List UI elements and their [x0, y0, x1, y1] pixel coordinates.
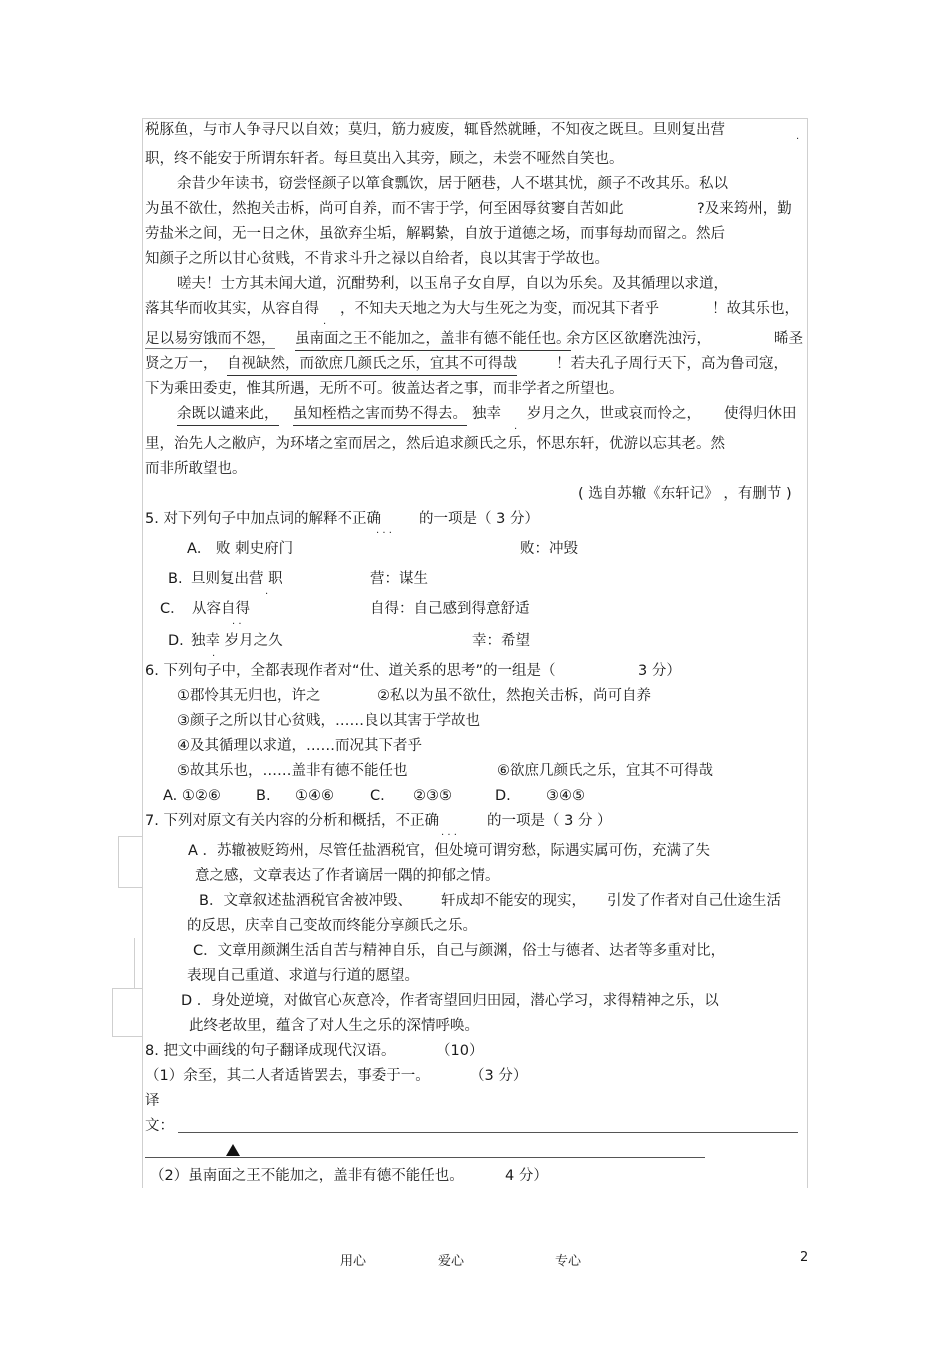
question-5-stem: 5. 对下列句子中加点词的解释不正确	[145, 511, 381, 527]
triangle-icon	[226, 1144, 240, 1156]
scan-mark-5	[112, 1036, 142, 1037]
passage-line: 独幸	[472, 406, 501, 422]
option-text: 旦则复出营 职	[191, 571, 283, 587]
question-7-stem: 的一项是（ 3 分 ）	[487, 813, 612, 829]
sentence-2: （2）虽南面之王不能加之，盖非有德不能任也。	[150, 1168, 464, 1184]
footer-motto-3: 专心	[555, 1254, 582, 1269]
passage-line: 而非所敢望也。	[145, 461, 247, 477]
page-number: 2	[800, 1250, 809, 1265]
passage-line: 劳盐米之间，无一日之休，虽欲弃尘垢，解羁絷，自放于道德之场，而事每劫而留之。然后	[145, 226, 725, 242]
option-explanation: 败：冲毁	[520, 541, 578, 557]
passage-line: 足以易穷饿而不怨，	[145, 331, 276, 347]
page-frame-top	[142, 118, 808, 119]
question-7-stem: 7. 下列对原文有关内容的分析和概括，不正确	[145, 813, 439, 829]
statement-item: ⑥欲庶几颜氏之乐，宜其不可得哉	[497, 763, 713, 779]
passage-line: 贤之万一，	[145, 356, 218, 372]
footer-motto-2: 爱心	[438, 1254, 465, 1269]
answer-option-c-label: C.	[370, 788, 385, 804]
scan-mark-1	[118, 836, 142, 837]
passage-line: ，不知夫天地之为大与生死之为变，而况其下者乎	[340, 301, 659, 317]
sentence-2-points: 4 分）	[505, 1168, 548, 1184]
passage-line: 下为乘田委吏，惟其所遇，无所不可。彼盖达者之事，而非学者之所望也。	[145, 381, 624, 397]
sentence-1: （1）余至，其二人者适皆罢去，事委于一。	[145, 1068, 430, 1084]
option-a-text: 意之感，文章表达了作者谪居一隅的抑郁之情。	[195, 868, 500, 884]
passage-underline	[145, 348, 275, 349]
passage-line: 为虽不欲仕，然抱关击柝，尚可自养，而不害于学，何至困辱贫窭自苦如此	[145, 201, 624, 217]
passage-line: ！若夫孔子周行天下，高为鲁司寇，	[556, 356, 788, 372]
answer-option-d: ③④⑤	[546, 788, 585, 804]
answer-option-b: ①④⑥	[295, 788, 334, 804]
emphasis-dot: .	[265, 586, 269, 597]
statement-item: ①郡怜其无归也，许之	[177, 688, 321, 704]
sentence-1-points: （3 分）	[470, 1068, 528, 1084]
translation-label-2: 文：	[145, 1118, 174, 1134]
statement-item: ③颜子之所以甘心贫贱，……良以其害于学故也	[177, 713, 480, 729]
option-explanation: 幸：希望	[472, 633, 530, 649]
passage-line: 使得归休田	[724, 406, 797, 422]
emphasis-dot: .	[514, 421, 518, 432]
statement-item: ②私以为虽不欲仕，然抱关击柝，尚可自养	[377, 688, 651, 704]
passage-line: 嗟夫！士方其未闻大道，沉酣势利，以玉帛子女自厚，自以为乐矣。及其循理以求道，	[177, 276, 728, 292]
option-text: 败 刺史府门	[216, 541, 294, 557]
answer-option-a: A. ①②⑥	[163, 788, 221, 804]
scan-mark-1v	[118, 836, 119, 888]
option-text: 独幸 岁月之久	[191, 633, 283, 649]
question-5-stem: 的一项是（ 3 分）	[419, 511, 539, 527]
footer-motto-1: 用心	[340, 1254, 367, 1269]
option-b-text: 引发了作者对自己仕途生活	[607, 893, 781, 909]
scan-mark-4v	[112, 988, 113, 1036]
page-frame-right	[807, 118, 808, 1188]
option-explanation: 营：谋生	[370, 571, 428, 587]
question-8-points: （10）	[436, 1043, 484, 1059]
option-label: D.	[168, 633, 184, 649]
question-6-stem: 6. 下列句子中，全都表现作者对“仕、道关系的思考”的一组是（	[145, 663, 556, 679]
passage-line: 落其华而收其实，从容自得	[145, 301, 319, 317]
option-b-text: 轩成却不能安的现实，	[441, 893, 586, 909]
emphasis-dot: . .	[232, 616, 242, 627]
option-d-text: 此终老故里，蕴含了对人生之乐的深情呼唤。	[189, 1018, 479, 1034]
answer-option-d-label: D.	[495, 788, 511, 804]
passage-line: 里，治先人之敝庐，为环堵之室而居之，然后追求颜氏之乐，怀思东轩，优游以忘其老。然	[145, 436, 725, 452]
underlined-sentence: 虽南面之王不能加之，盖非有德不能任也。	[295, 329, 571, 351]
scan-mark-3v	[134, 938, 135, 988]
passage-line: ?及来筠州，勤	[697, 201, 792, 217]
statement-item: ④及其循理以求道，……而况其下者乎	[177, 738, 422, 754]
option-b-text: B．文章叙述盐酒税官舍被冲毁、	[199, 893, 412, 909]
option-c-text: C．文章用颜渊生活自苦与精神自乐，自己与颜渊，俗士与德者、达者等多重对比，	[193, 943, 726, 959]
option-label: A．	[187, 541, 212, 557]
page-frame-left	[142, 118, 143, 1188]
passage-line: ！故其乐也，	[712, 301, 799, 317]
option-explanation: 自得：自己感到得意舒适	[370, 601, 530, 617]
option-a-text: A ．苏辙被贬筠州，尽管任盐酒税官，但处境可谓穷愁，际遇实属可伤，充满了失	[188, 843, 711, 859]
stray-dot: .	[796, 131, 800, 142]
passage-line: 自视缺然，而欲庶几颜氏之乐，宜其不可得哉	[227, 354, 517, 376]
underlined-sentence: 虽知桎梏之害而势不得去。	[293, 404, 467, 426]
underlined-sentence: 余既以谴来此，	[177, 404, 279, 426]
passage-line: 岁月之久，世或哀而怜之，	[527, 406, 701, 422]
question-8-stem: 8. 把文中画线的句子翻译成现代汉语。	[145, 1043, 396, 1059]
emphasis-dot: .	[212, 648, 216, 659]
passage-line: 知颜子之所以甘心贫贱，不肯求斗升之禄以自给者，良以其害于学故也。	[145, 251, 609, 267]
emphasis-dot: . . .	[441, 827, 457, 838]
scan-mark-4	[112, 988, 142, 989]
answer-line[interactable]	[178, 1132, 798, 1133]
answer-option-c: ②③⑤	[413, 788, 452, 804]
option-b-text: 的反思，庆幸自己变故而终能分享颜氏之乐。	[187, 918, 477, 934]
question-6-stem: 3 分）	[638, 663, 681, 679]
passage-line: 税豚鱼，与市人争寻尺以自效；莫归，筋力疲废，辄昏然就睡，不知夜之既旦。旦则复出营	[145, 122, 725, 138]
option-text: 从容自得	[192, 601, 250, 617]
emphasis-dot: . . .	[376, 525, 392, 536]
option-d-text: D ．身处逆境，对做官心灰意冷，作者寄望回归田园，潜心学习，求得精神之乐，以	[181, 993, 719, 1009]
emphasis-dot: .	[323, 316, 327, 327]
answer-line[interactable]	[145, 1157, 705, 1158]
option-label: B.	[168, 571, 183, 587]
passage-line: 余昔少年读书，窃尝怪颜子以箪食瓢饮，居于陋巷，人不堪其忧，颜子不改其乐。私以	[177, 176, 728, 192]
option-c-text: 表现自己重道、求道与行道的愿望。	[187, 968, 419, 984]
statement-item: ⑤故其乐也，……盖非有德不能任也	[177, 763, 408, 779]
source-note: ( 选自苏辙《东轩记》 ，有删节 )	[578, 486, 792, 502]
passage-line: 晞圣	[774, 331, 803, 347]
scan-mark-2	[118, 887, 142, 888]
translation-label-1: 译	[145, 1093, 160, 1109]
answer-option-b-label: B.	[256, 788, 271, 804]
option-label: C．	[160, 601, 185, 617]
passage-line: 职，终不能安于所谓东轩者。每旦莫出入其旁，顾之，未尝不哑然自笑也。	[145, 151, 624, 167]
passage-line: 余方区区欲磨洗浊污，	[566, 331, 711, 347]
